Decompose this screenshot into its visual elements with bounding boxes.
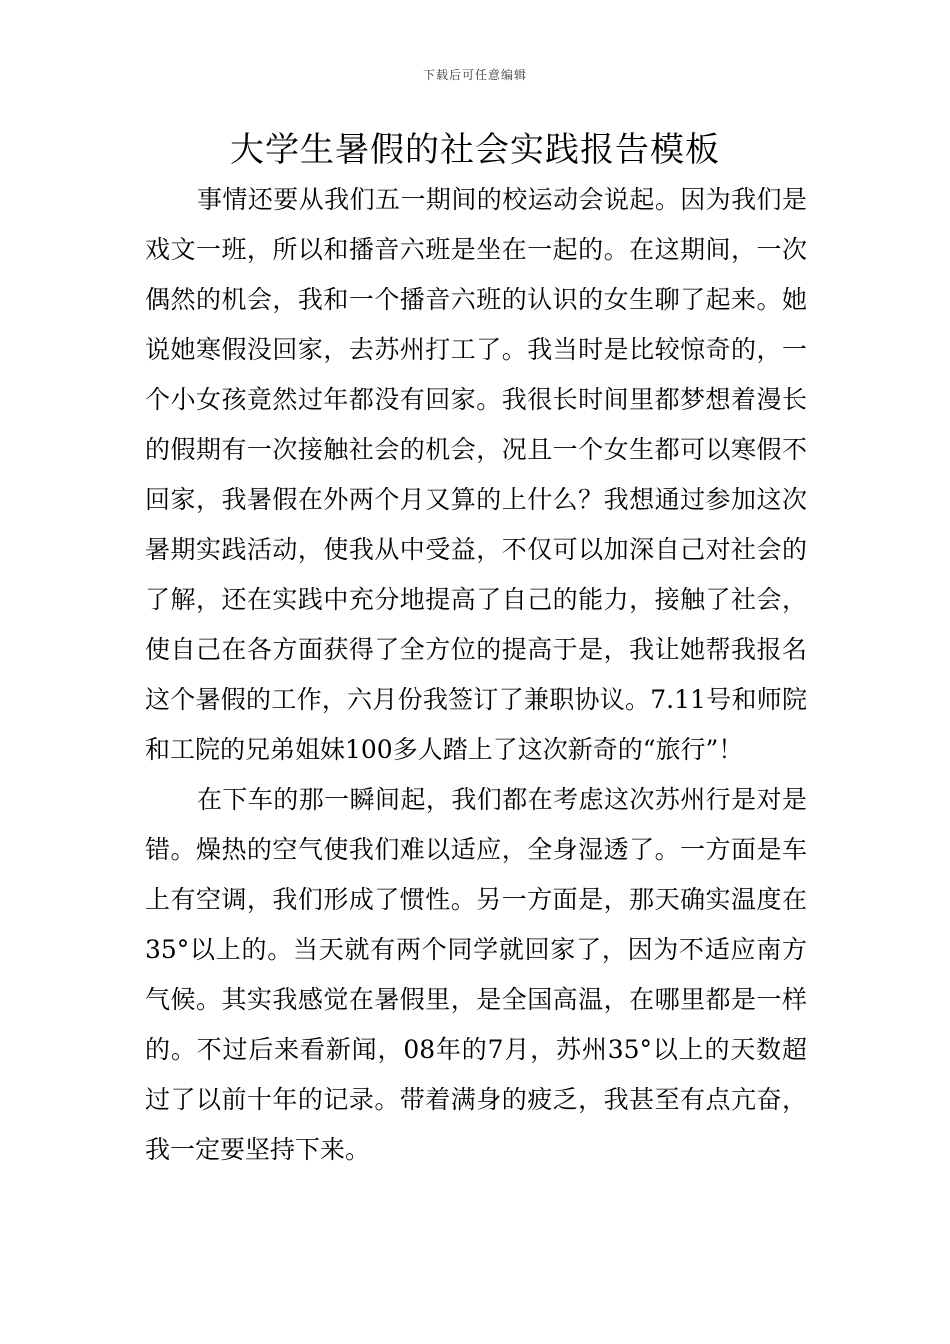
paragraph-1: 事情还要从我们五一期间的校运动会说起。因为我们是戏文一班，所以和播音六班是坐在一起的。在这期间，一次偶然的机会，我和一个播音六班的认识的女生聊了起来。她说她寒假没回家，去苏州打工了。我当时是比较惊奇的，一个小女孩竟然过年都没有回家。我很长时间里都梦想着漫长的假期有一次接触社会的机会，况且一个女生都可以寒假不回家，我暑假在外两个月又算的上什么？我想通过参加这次暑期实践活动，使我从中受益，不仅可以加深自己对社会的了解，还在实践中充分地提高了自己的能力，接触了社会，使自己在各方面获得了全方位的提高于是，我让她帮我报名这个暑假的工作，六月份我签订了兼职协议。7.11号和师院和工院的兄弟姐妹100多人踏上了这次新奇的“旅行”！	[145, 185, 807, 764]
header-note: 下载后可任意编辑	[422, 68, 527, 82]
paragraph-2: 在下车的那一瞬间起，我们都在考虑这次苏州行是对是错。燥热的空气使我们难以适应，全身湿透了。一方面是车上有空调，我们形成了惯性。另一方面是，那天确实温度在35°以上的。当天就有两个同学就回家了，因为不适应南方气候。其实我感觉在暑假里，是全国高温，在哪里都是一样的。不过后来看新闻，08年的7月，苏州35°以上的天数超过了以前十年的记录。带着满身的疲乏，我甚至有点亢奋，我一定要坚持下来。	[145, 785, 807, 1164]
document-body	[145, 175, 807, 1175]
document-title: 大学生暑假的社会实践报告模板	[230, 130, 720, 170]
